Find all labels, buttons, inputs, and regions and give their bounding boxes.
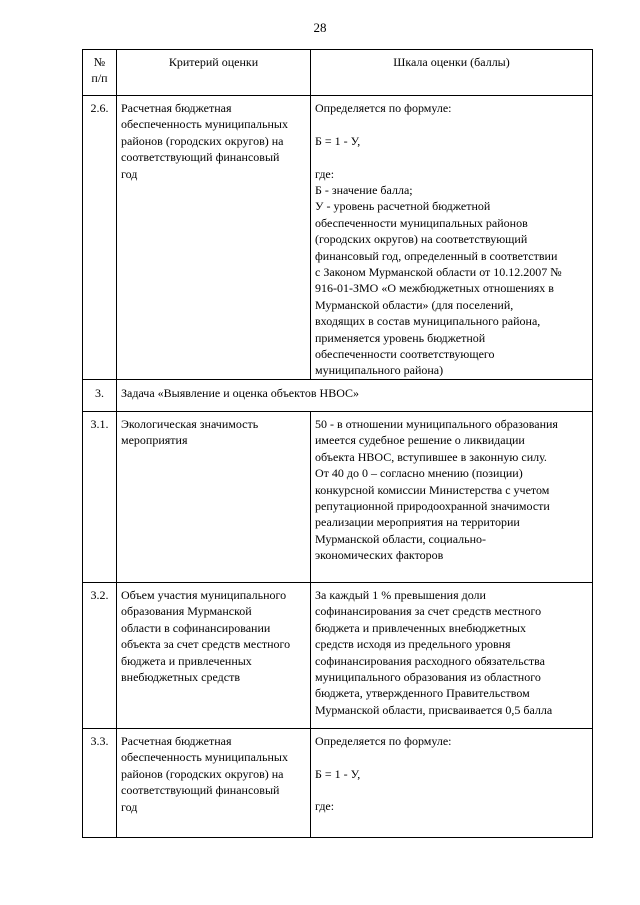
header-criterion: Критерий оценки	[117, 50, 311, 96]
scale-line: средств исходя из предельного уровня	[315, 637, 511, 652]
header-num-line: №	[93, 55, 106, 69]
criterion-line: Объем участия муниципального	[121, 587, 287, 602]
table-header-row	[83, 50, 593, 96]
section-title: Задача «Выявление и оценка объектов НВОС»	[117, 379, 593, 411]
criterion-cell	[117, 96, 311, 380]
scale-line: бюджета и привлеченных внебюджетных	[315, 620, 526, 635]
scale-line: бюджета, утвержденного Правительством	[315, 686, 530, 701]
criterion-line: области в софинансировании	[121, 620, 271, 635]
criterion-line: мероприятия	[121, 433, 188, 448]
scale-line: финансовый год, определенный в соответствии	[315, 248, 558, 263]
criterion-cell	[117, 582, 311, 728]
criterion-cell	[117, 728, 311, 837]
scale-line: репутационной природоохранной значимости	[315, 498, 550, 513]
scale-cell	[311, 411, 593, 582]
scale-line: муниципального образования из областного	[315, 669, 541, 684]
scale-line: применяется уровень бюджетной	[315, 330, 486, 345]
scale-line: Б = 1 - У,	[315, 133, 361, 148]
criterion-line: бюджета и привлеченных	[121, 653, 252, 668]
scale-line	[315, 782, 588, 798]
row-number: 3.3.	[83, 728, 117, 837]
scale-line: Мурманской области, присваивается 0,5 балла	[315, 702, 553, 717]
criterion-line: обеспеченность муниципальных	[121, 117, 288, 132]
scale-line	[315, 116, 588, 132]
criterion-line: обеспеченность муниципальных	[121, 750, 288, 765]
row-number: 3.2.	[83, 582, 117, 728]
scale-line: где:	[315, 166, 335, 181]
scale-line	[315, 149, 588, 165]
header-num	[83, 50, 117, 96]
scale-line: конкурсной комиссии Министерства с учетом	[315, 482, 550, 497]
scale-line: (городских округов) на соответствующий	[315, 232, 528, 247]
scale-line: софинансирования расходного обязательства	[315, 653, 545, 668]
scale-cell	[311, 96, 593, 380]
section-row	[83, 379, 593, 411]
criterion-line: Расчетная бюджетная	[121, 733, 232, 748]
scale-line: Мурманской области, социально-	[315, 531, 487, 546]
scale-line: Б - значение балла;	[315, 183, 413, 197]
scale-line: софинансирования за счет средств местного	[315, 604, 542, 619]
scale-line: От 40 до 0 – согласно мнению (позиции)	[315, 466, 523, 481]
criteria-table	[82, 49, 593, 838]
scale-line: имеется судебное решение о ликвидации	[315, 433, 525, 448]
criterion-line: внебюджетных средств	[121, 669, 241, 684]
scale-line: 916-01-ЗМО «О межбюджетных отношениях в	[315, 281, 554, 296]
scale-line: Определяется по формуле:	[315, 101, 452, 115]
scale-cell	[311, 728, 593, 837]
scale-line: У - уровень расчетной бюджетной	[315, 199, 491, 214]
table-row	[83, 728, 593, 837]
row-number: 2.6.	[83, 96, 117, 380]
criterion-line: районов (городских округов) на	[121, 133, 284, 148]
scale-line: Определяется по формуле:	[315, 733, 452, 748]
scale-line: 50 - в отношении муниципального образования	[315, 416, 558, 431]
scale-line: где:	[315, 799, 335, 814]
scale-line: Мурманской области» (для поселений,	[315, 297, 514, 312]
scale-line: муниципального района)	[315, 363, 444, 378]
scale-line: входящих в состав муниципального района,	[315, 314, 541, 329]
scale-line: обеспеченности муниципальных районов	[315, 215, 528, 230]
criterion-line: Расчетная бюджетная	[121, 101, 232, 115]
scale-line: с Законом Мурманской области от 10.12.2007 №	[315, 265, 562, 280]
table-row	[83, 582, 593, 728]
scale-cell	[311, 582, 593, 728]
scale-line: За каждый 1 % превышения доли	[315, 587, 486, 602]
page-number: 28	[313, 20, 327, 35]
scale-line: Б = 1 - У,	[315, 766, 361, 781]
scale-line: реализации мероприятия на территории	[315, 515, 520, 530]
criterion-cell	[117, 411, 311, 582]
table-row	[83, 96, 593, 380]
criterion-line: соответствующий финансовый	[121, 783, 280, 798]
row-number: 3.	[83, 379, 117, 411]
row-number: 3.1.	[83, 411, 117, 582]
header-num-line: п/п	[91, 71, 108, 86]
scale-line: обеспеченности соответствующего	[315, 347, 495, 362]
criterion-line: соответствующий финансовый	[121, 150, 280, 165]
scale-line: экономических факторов	[315, 548, 444, 563]
table-row	[83, 411, 593, 582]
criterion-line: образования Мурманской	[121, 604, 252, 619]
scale-line	[315, 749, 588, 765]
criterion-line: объекта за счет средств местного	[121, 637, 291, 652]
header-scale: Шкала оценки (баллы)	[311, 50, 593, 96]
scale-line: объекта НВОС, вступившее в законную силу.	[315, 449, 547, 464]
criterion-line: районов (городских округов) на	[121, 766, 284, 781]
criterion-line: год	[121, 166, 138, 181]
criterion-line: год	[121, 799, 138, 814]
criterion-line: Экологическая значимость	[121, 416, 259, 431]
